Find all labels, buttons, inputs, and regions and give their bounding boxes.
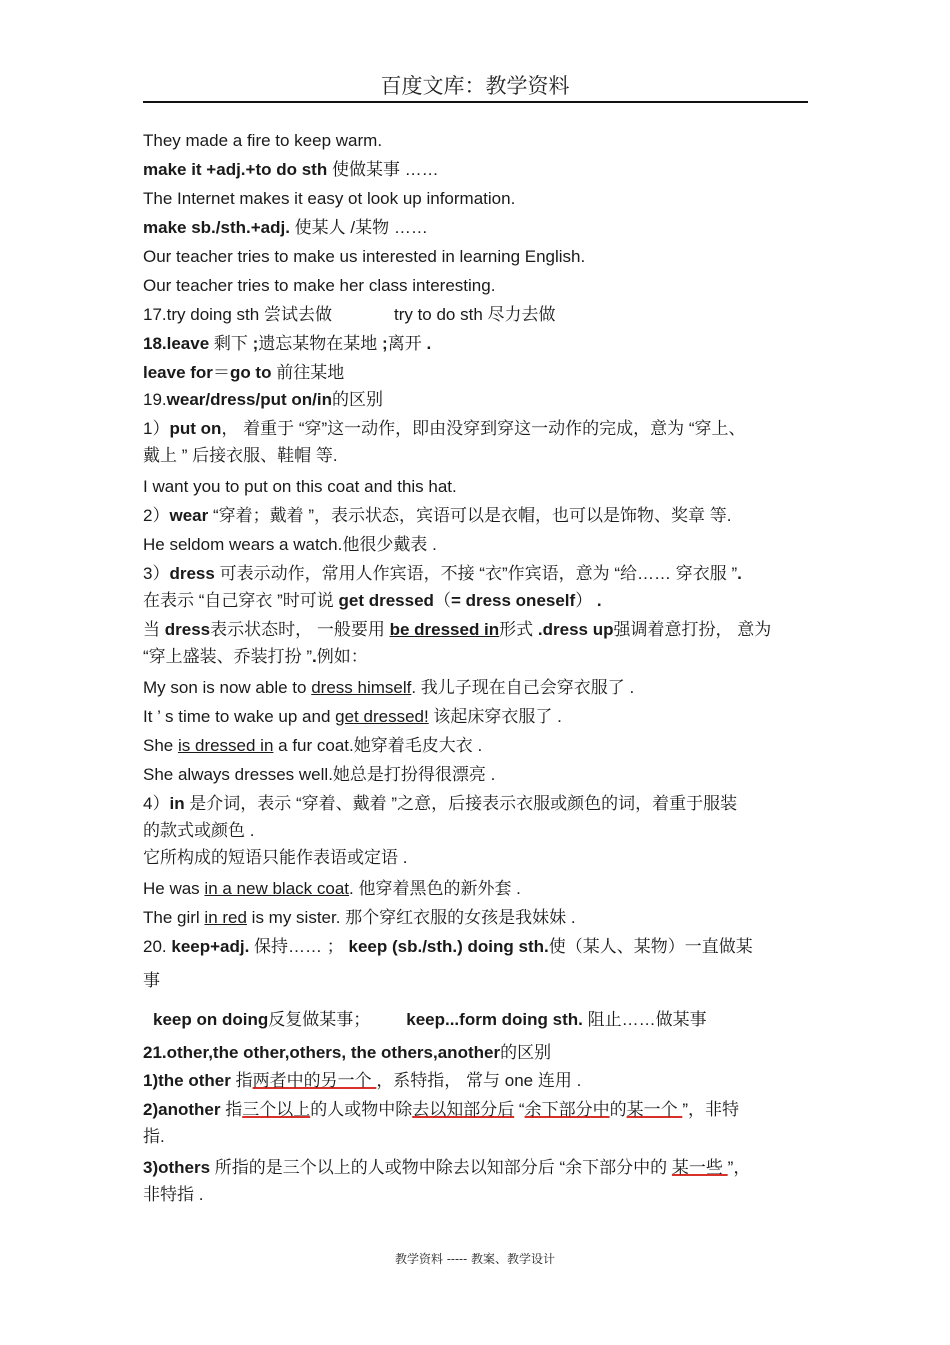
text-segment: They made a fire to keep warm. bbox=[143, 131, 383, 150]
text-line bbox=[143, 476, 457, 498]
text-segment: try to do sth 尽力去做 bbox=[393, 305, 556, 324]
emphasis-text: is dressed in bbox=[177, 736, 274, 755]
text-segment: Our teacher tries to make her class interesting. bbox=[143, 276, 496, 295]
text-segment: 指. bbox=[143, 1127, 165, 1146]
text-segment: 的人或物中除 bbox=[310, 1100, 413, 1119]
emphasis-text: in red bbox=[204, 908, 247, 927]
text-segment: a fur coat.她穿着毛皮大衣 . bbox=[273, 736, 483, 755]
text-line bbox=[143, 304, 556, 326]
emphasis-text: be dressed in bbox=[389, 620, 500, 639]
emphasis-text: ; bbox=[252, 334, 259, 353]
text-line bbox=[143, 418, 746, 440]
emphasis-text: keep (sb./sth.) doing sth. bbox=[348, 937, 549, 956]
text-line bbox=[143, 590, 602, 612]
text-segment: 它所构成的短语只能作表语或定语 . bbox=[143, 848, 408, 867]
emphasis-text: 1)the other bbox=[143, 1071, 231, 1090]
emphasis-text: . bbox=[426, 334, 432, 353]
text-segment: She bbox=[143, 736, 178, 755]
text-segment: 阻止……做某事 bbox=[582, 1010, 707, 1029]
text-line bbox=[143, 362, 344, 384]
emphasis-text: 三个以上 bbox=[242, 1100, 311, 1119]
text-segment: 4） bbox=[143, 794, 170, 813]
text-segment: 20. bbox=[143, 937, 172, 956]
text-segment: 强调着意打扮， 意为 bbox=[613, 620, 772, 639]
text-segment: 剩下 bbox=[209, 334, 253, 353]
text-line bbox=[143, 619, 771, 641]
text-segment: He seldom wears a watch.他很少戴表 . bbox=[143, 535, 437, 554]
text-line bbox=[143, 735, 482, 757]
emphasis-text: 3)others bbox=[143, 1158, 211, 1177]
text-segment: 戴上 ” 后接衣服、鞋帽 等. bbox=[143, 446, 338, 465]
text-line bbox=[143, 878, 521, 900]
text-line bbox=[143, 563, 742, 585]
text-line bbox=[143, 1009, 707, 1031]
text-segment: “穿上盛装、乔装打扮 ” bbox=[143, 647, 313, 666]
text-segment: is my sister. 那个穿红衣服的女孩是我妹妹 . bbox=[246, 908, 576, 927]
emphasis-text: keep...form doing sth. bbox=[406, 1010, 583, 1029]
emphasis-text: 21.other,the other,others, the others,another bbox=[143, 1043, 501, 1062]
emphasis-text: get dressed! bbox=[335, 707, 429, 726]
text-line bbox=[143, 646, 368, 668]
emphasis-text: 去以知部分后 bbox=[412, 1100, 515, 1119]
text-segment: 遗忘某物在某地 bbox=[258, 334, 383, 353]
text-line bbox=[143, 936, 753, 958]
text-segment: 指 bbox=[220, 1100, 243, 1119]
text-segment: 指 bbox=[230, 1071, 253, 1090]
text-segment: Our teacher tries to make us interested in learning English. bbox=[143, 247, 586, 266]
emphasis-text: make it +adj.+to do sth bbox=[143, 160, 328, 179]
emphasis-text: .dress up bbox=[537, 620, 614, 639]
text-segment: 在表示 “自己穿衣 ”时可说 bbox=[143, 591, 339, 610]
text-line bbox=[143, 907, 576, 929]
emphasis-text: 某一些 bbox=[671, 1158, 728, 1177]
emphasis-text: wear/dress/put on/in bbox=[166, 390, 332, 409]
text-segment: 保持…… ； bbox=[249, 937, 349, 956]
text-line bbox=[143, 1184, 203, 1206]
text-segment: 使（某人、某物）一直做某 bbox=[548, 937, 753, 956]
emphasis-text: in a new black coat bbox=[204, 879, 350, 898]
text-segment: 的区别 bbox=[331, 390, 383, 409]
emphasis-text: 余下部分中 bbox=[524, 1100, 610, 1119]
emphasis-text: 某一个 bbox=[626, 1100, 683, 1119]
emphasis-text: 两者中的另一个 bbox=[252, 1071, 377, 1090]
text-segment: ”， bbox=[727, 1158, 751, 1177]
emphasis-text: . bbox=[312, 647, 317, 666]
emphasis-text: keep+adj. bbox=[171, 937, 250, 956]
text-line bbox=[143, 764, 495, 786]
page-header-title: 百度文库：教学资料 bbox=[380, 74, 570, 98]
text-segment: ，系特指， 常与 one 连用 . bbox=[376, 1071, 582, 1090]
text-line bbox=[143, 847, 407, 869]
text-line bbox=[143, 246, 585, 268]
text-segment: She always dresses well.她总是打扮得很漂亮 . bbox=[143, 765, 496, 784]
text-line bbox=[143, 793, 737, 815]
emphasis-text: . bbox=[737, 564, 742, 583]
emphasis-text: in bbox=[169, 794, 185, 813]
text-segment: He was bbox=[143, 879, 205, 898]
emphasis-text: wear bbox=[169, 506, 209, 525]
text-segment: My son is now able to bbox=[143, 678, 312, 697]
text-segment: ） bbox=[575, 591, 593, 610]
text-segment: 可表示动作，常用人作宾语，不接 “衣”作宾语，意为 “给…… 穿衣服 ” bbox=[214, 564, 738, 583]
text-segment: I want you to put on this coat and this hat. bbox=[143, 477, 457, 496]
emphasis-text: ; bbox=[382, 334, 388, 353]
text-segment: 1） bbox=[143, 419, 170, 438]
emphasis-text: dress himself bbox=[311, 678, 412, 697]
text-line bbox=[143, 505, 731, 527]
text-segment: 例如： bbox=[316, 647, 368, 666]
text-line bbox=[143, 677, 634, 699]
text-line bbox=[143, 217, 428, 239]
text-segment: ”，非特 bbox=[682, 1100, 739, 1119]
text-segment: 19. bbox=[143, 390, 167, 409]
emphasis-text: 18.leave bbox=[143, 334, 210, 353]
text-segment: 反复做某事； bbox=[268, 1010, 371, 1029]
text-line bbox=[143, 706, 562, 728]
emphasis-text: go to bbox=[229, 363, 272, 382]
text-segment: It ’ s time to wake up and bbox=[143, 707, 336, 726]
emphasis-text: dress bbox=[164, 620, 211, 639]
text-line bbox=[143, 970, 160, 992]
text-line bbox=[143, 1126, 165, 1148]
text-segment: 2） bbox=[143, 506, 170, 525]
emphasis-text: . bbox=[592, 591, 602, 610]
text-segment: 的款式或颜色 . bbox=[143, 821, 255, 840]
text-line bbox=[143, 188, 515, 210]
emphasis-text: = dress oneself bbox=[450, 591, 576, 610]
text-line bbox=[143, 159, 439, 181]
text-segment: The Internet makes it easy ot look up information. bbox=[143, 189, 516, 208]
text-line bbox=[143, 275, 495, 297]
text-segment: 形式 bbox=[499, 620, 538, 639]
emphasis-text: get dressed bbox=[338, 591, 434, 610]
text-segment: “穿着；戴着 ”，表示状态，宾语可以是衣帽，也可以是饰物、奖章 等. bbox=[208, 506, 732, 525]
text-segment: 所指的是三个以上的人或物中除去以知部分后 “余下部分中的 bbox=[210, 1158, 672, 1177]
text-segment: 是介词，表示 “穿着、戴着 ”之意，后接表示衣服或颜色的词，着重于服装 bbox=[184, 794, 738, 813]
text-segment: 表示状态时， 一般要用 bbox=[210, 620, 390, 639]
text-segment: 使某人 /某物 …… bbox=[289, 218, 428, 237]
emphasis-text: leave for bbox=[143, 363, 213, 382]
text-segment: . 我儿子现在自己会穿衣服了 . bbox=[411, 678, 635, 697]
text-segment: “ bbox=[514, 1100, 525, 1119]
text-line bbox=[143, 445, 338, 467]
text-segment: 事 bbox=[143, 971, 160, 990]
emphasis-text: put on bbox=[169, 419, 222, 438]
text-segment: 前往某地 bbox=[271, 363, 345, 382]
text-segment: The girl bbox=[143, 908, 205, 927]
text-segment: 使做某事 …… bbox=[327, 160, 439, 179]
emphasis-text: dress bbox=[169, 564, 215, 583]
text-line bbox=[143, 130, 382, 152]
text-segment: 3） bbox=[143, 564, 170, 583]
text-line bbox=[143, 389, 383, 411]
header-divider bbox=[143, 101, 808, 103]
text-line bbox=[143, 333, 431, 355]
emphasis-text: make sb./sth.+adj. bbox=[143, 218, 290, 237]
emphasis-text: keep on doing bbox=[153, 1010, 269, 1029]
text-segment: 当 bbox=[143, 620, 165, 639]
text-segment: 的区别 bbox=[500, 1043, 552, 1062]
text-line bbox=[143, 534, 437, 556]
text-line bbox=[143, 1099, 739, 1121]
text-segment: 离开 bbox=[387, 334, 427, 353]
text-segment: ， 着重于 “穿”这一动作，即由没穿到穿这一动作的完成，意为 “穿上、 bbox=[221, 419, 746, 438]
text-segment: 的 bbox=[609, 1100, 627, 1119]
text-segment: （ bbox=[433, 591, 451, 610]
text-segment: 17.try doing sth 尝试去做 bbox=[143, 305, 332, 324]
text-line bbox=[143, 1070, 581, 1092]
text-line bbox=[143, 1042, 551, 1064]
text-segment: 该起床穿衣服了 . bbox=[428, 707, 562, 726]
text-line bbox=[143, 1157, 750, 1179]
text-segment: ＝ bbox=[212, 363, 230, 382]
text-segment: 非特指 . bbox=[143, 1185, 204, 1204]
text-segment: . 他穿着黑色的新外套 . bbox=[349, 879, 521, 898]
emphasis-text: 2)another bbox=[143, 1100, 221, 1119]
text-line bbox=[143, 820, 254, 842]
page-footer: 教学资料 ----- 教案、教学设计 bbox=[395, 1252, 555, 1266]
